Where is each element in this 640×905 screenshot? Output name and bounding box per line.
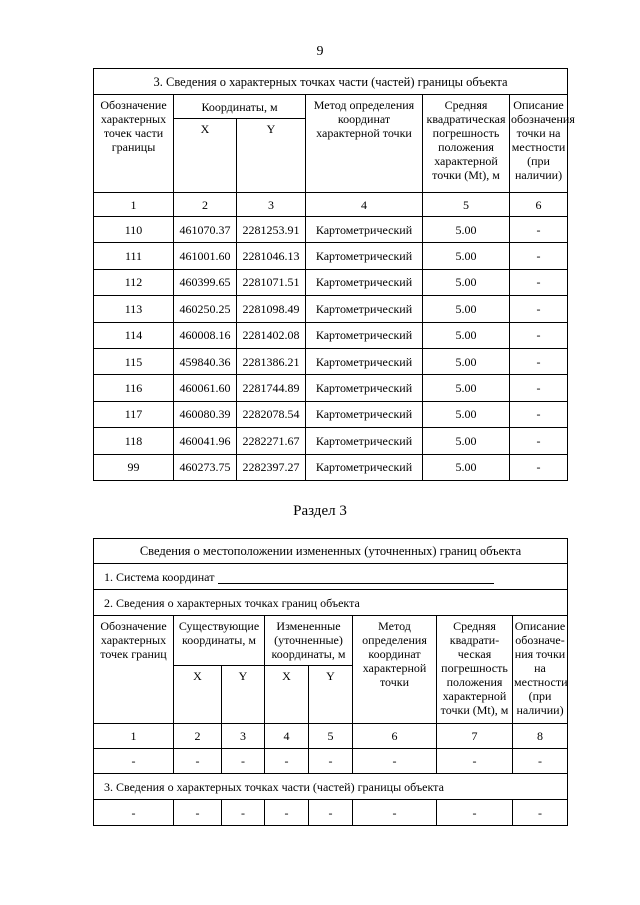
cell: Картометрический bbox=[306, 269, 423, 295]
table-row bbox=[94, 269, 568, 295]
cell: - bbox=[222, 800, 265, 826]
table-row bbox=[94, 375, 568, 401]
parts-title: 3. Сведения о характерных точках части (частей) границы объекта bbox=[94, 774, 568, 800]
cell: - bbox=[437, 749, 513, 774]
cell: 99 bbox=[94, 454, 174, 480]
table-row bbox=[94, 348, 568, 374]
cell: Картометрический bbox=[306, 401, 423, 427]
header-changed-coords: Измененные (уточненные) координаты, м bbox=[265, 616, 353, 666]
cell: 117 bbox=[94, 401, 174, 427]
cell: - bbox=[510, 375, 568, 401]
cell: - bbox=[437, 800, 513, 826]
table-row bbox=[94, 296, 568, 322]
cell: 113 bbox=[94, 296, 174, 322]
cell: - bbox=[510, 269, 568, 295]
cell: - bbox=[510, 428, 568, 454]
cell: - bbox=[510, 296, 568, 322]
cell: - bbox=[174, 800, 222, 826]
header-coordinates: Координаты, м bbox=[174, 95, 306, 119]
column-numbers-row bbox=[94, 724, 568, 749]
cell: 460008.16 bbox=[174, 322, 237, 348]
col-num: 1 bbox=[94, 724, 174, 749]
cell: 2282078.54 bbox=[237, 401, 306, 427]
header-error: Средняя квадрати-ческая погрешность положения характерной точки (Mt), м bbox=[437, 616, 513, 724]
cell: 2281253.91 bbox=[237, 217, 306, 243]
cell: - bbox=[309, 749, 353, 774]
cell: 5.00 bbox=[423, 243, 510, 269]
cell: 111 bbox=[94, 243, 174, 269]
table-title: Сведения о местоположении измененных (уточненных) границ объекта bbox=[94, 539, 568, 564]
col-num: 7 bbox=[437, 724, 513, 749]
header-description: Описание обозначения точки на местности (при наличии) bbox=[510, 95, 568, 193]
cell: - bbox=[510, 454, 568, 480]
cell: - bbox=[265, 800, 309, 826]
header-method: Метод определения координат характерной точки bbox=[353, 616, 437, 724]
part-points-table bbox=[93, 68, 575, 481]
table-title: 3. Сведения о характерных точках части (частей) границы объекта bbox=[94, 69, 568, 95]
cell: - bbox=[353, 800, 437, 826]
coordinate-system-row bbox=[94, 564, 568, 590]
cell: Картометрический bbox=[306, 454, 423, 480]
header-existing-x: X bbox=[174, 666, 222, 724]
col-num: 2 bbox=[174, 724, 222, 749]
col-num: 3 bbox=[222, 724, 265, 749]
page-number: 9 bbox=[316, 44, 324, 59]
cell: 5.00 bbox=[423, 454, 510, 480]
cell: - bbox=[510, 217, 568, 243]
cell: 5.00 bbox=[423, 269, 510, 295]
cell: Картометрический bbox=[306, 348, 423, 374]
cell: 2282271.67 bbox=[237, 428, 306, 454]
cell: 5.00 bbox=[423, 217, 510, 243]
cell: 5.00 bbox=[423, 428, 510, 454]
cell: 5.00 bbox=[423, 375, 510, 401]
table-row bbox=[94, 322, 568, 348]
cell: 460061.60 bbox=[174, 375, 237, 401]
cell: 2282397.27 bbox=[237, 454, 306, 480]
section-title: Раздел 3 bbox=[293, 503, 347, 519]
changed-boundaries-table bbox=[93, 538, 568, 826]
cell: 2281098.49 bbox=[237, 296, 306, 322]
header-changed-y: Y bbox=[309, 666, 353, 724]
col-num: 6 bbox=[353, 724, 437, 749]
cell: 461001.60 bbox=[174, 243, 237, 269]
cell: - bbox=[510, 322, 568, 348]
cell: Картометрический bbox=[306, 428, 423, 454]
header-designation: Обозначение характерных точек границ bbox=[94, 616, 174, 724]
table-row bbox=[94, 428, 568, 454]
table-row bbox=[94, 243, 568, 269]
cell: Картометрический bbox=[306, 243, 423, 269]
cell: - bbox=[222, 749, 265, 774]
cell: 460273.75 bbox=[174, 454, 237, 480]
cell: - bbox=[510, 401, 568, 427]
coordinate-system-label: 1. Система координат bbox=[104, 569, 215, 584]
cell: - bbox=[265, 749, 309, 774]
col-num: 4 bbox=[265, 724, 309, 749]
cell: Картометрический bbox=[306, 322, 423, 348]
cell: 2281046.13 bbox=[237, 243, 306, 269]
col-num: 8 bbox=[513, 724, 568, 749]
col-num: 5 bbox=[309, 724, 353, 749]
column-numbers-row bbox=[94, 193, 568, 217]
points-title: 2. Сведения о характерных точках границ объекта bbox=[94, 590, 568, 616]
cell: 5.00 bbox=[423, 322, 510, 348]
cell: - bbox=[94, 749, 174, 774]
coordinate-system-blank bbox=[218, 571, 494, 584]
cell: 114 bbox=[94, 322, 174, 348]
cell: - bbox=[510, 243, 568, 269]
col-num: 3 bbox=[237, 193, 306, 217]
cell: - bbox=[174, 749, 222, 774]
cell: 2281744.89 bbox=[237, 375, 306, 401]
col-num: 1 bbox=[94, 193, 174, 217]
cell: 461070.37 bbox=[174, 217, 237, 243]
cell: 460250.25 bbox=[174, 296, 237, 322]
header-x: X bbox=[174, 119, 237, 193]
cell: 2281071.51 bbox=[237, 269, 306, 295]
cell: 2281386.21 bbox=[237, 348, 306, 374]
cell: Картометрический bbox=[306, 296, 423, 322]
cell: 460080.39 bbox=[174, 401, 237, 427]
table-row bbox=[94, 800, 568, 826]
header-existing-y: Y bbox=[222, 666, 265, 724]
col-num: 4 bbox=[306, 193, 423, 217]
cell: 115 bbox=[94, 348, 174, 374]
header-y: Y bbox=[237, 119, 306, 193]
cell: Картометрический bbox=[306, 375, 423, 401]
header-method: Метод определения координат характерной точки bbox=[306, 95, 423, 193]
cell: 5.00 bbox=[423, 296, 510, 322]
cell: 118 bbox=[94, 428, 174, 454]
table-row bbox=[94, 217, 568, 243]
cell: 112 bbox=[94, 269, 174, 295]
cell: 459840.36 bbox=[174, 348, 237, 374]
header-error: Средняя квадратическая погрешность положения характерной точки (Mt), м bbox=[423, 95, 510, 193]
cell: Картометрический bbox=[306, 217, 423, 243]
header-designation: Обозначение характерных точек части границы bbox=[94, 95, 174, 193]
cell: 110 bbox=[94, 217, 174, 243]
cell: 5.00 bbox=[423, 401, 510, 427]
cell: - bbox=[513, 800, 568, 826]
cell: 2281402.08 bbox=[237, 322, 306, 348]
cell: 116 bbox=[94, 375, 174, 401]
table-row bbox=[94, 454, 568, 480]
col-num: 2 bbox=[174, 193, 237, 217]
cell: - bbox=[309, 800, 353, 826]
header-existing-coords: Существующие координаты, м bbox=[174, 616, 265, 666]
cell: 5.00 bbox=[423, 348, 510, 374]
table-row bbox=[94, 749, 568, 774]
cell: - bbox=[94, 800, 174, 826]
header-changed-x: X bbox=[265, 666, 309, 724]
cell: 460041.96 bbox=[174, 428, 237, 454]
header-description: Описание обозначе-ния точки на местности (при наличии) bbox=[513, 616, 568, 724]
cell: - bbox=[353, 749, 437, 774]
table-row bbox=[94, 401, 568, 427]
cell: 460399.65 bbox=[174, 269, 237, 295]
col-num: 5 bbox=[423, 193, 510, 217]
cell: - bbox=[510, 348, 568, 374]
cell: - bbox=[513, 749, 568, 774]
col-num: 6 bbox=[510, 193, 568, 217]
